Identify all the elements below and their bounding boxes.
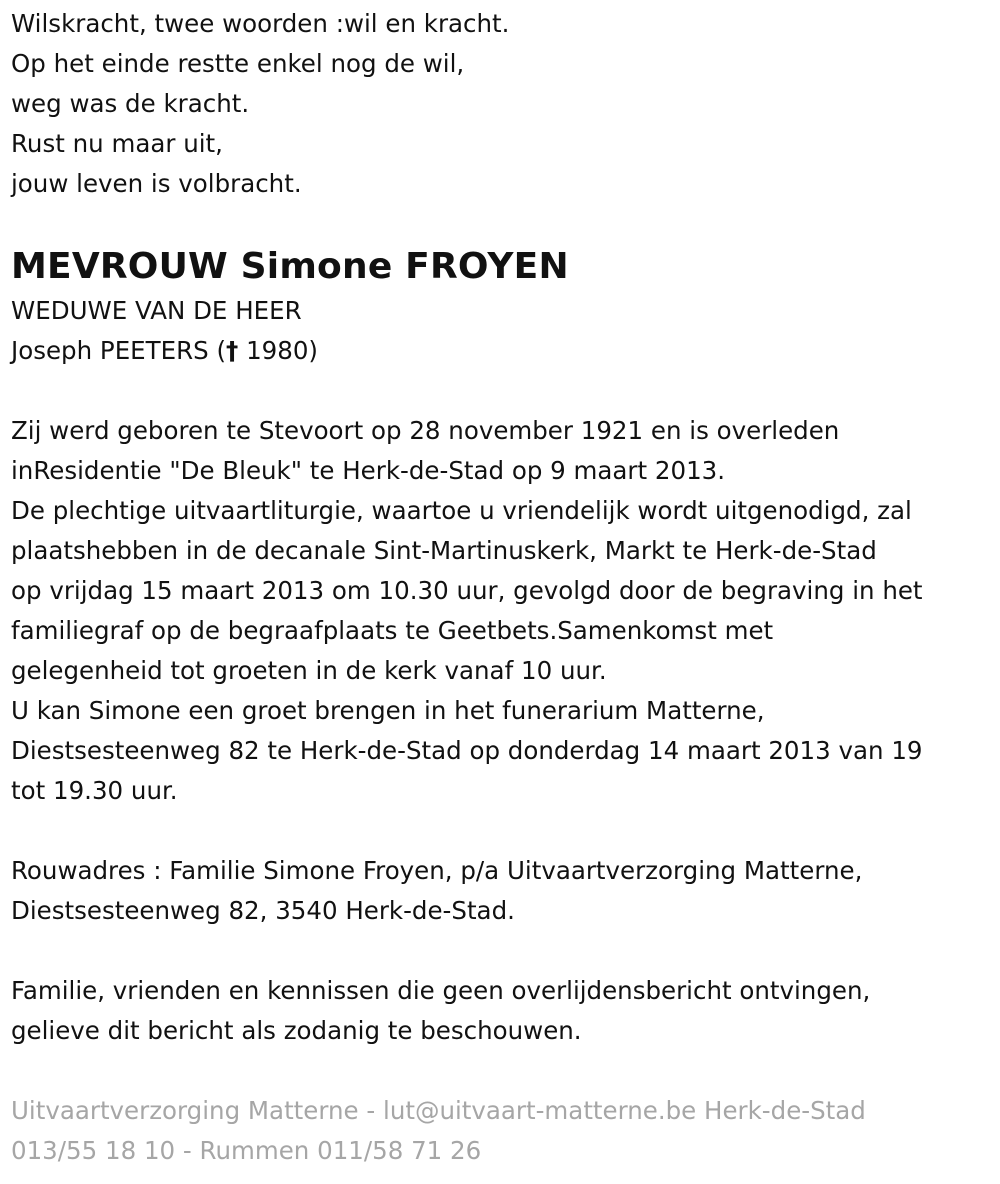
spacer — [11, 1051, 1000, 1091]
footer-line: Uitvaartverzorging Matterne - lut@uitvaart-matterne.be Herk-de-Stad — [11, 1096, 866, 1125]
address-line: Rouwadres : Familie Simone Froyen, p/a Uitvaartverzorging Matterne, — [11, 856, 863, 885]
poem-line: weg was de kracht. — [11, 89, 250, 118]
footer-line: 013/55 18 10 - Rummen 011/58 71 26 — [11, 1136, 482, 1165]
body-line: plaatshebben in de decanale Sint-Martinuskerk, Markt te Herk-de-Stad — [11, 536, 877, 565]
spouse-name: Joseph PEETERS ( — [11, 336, 227, 365]
spacer — [11, 931, 1000, 971]
address-line: Diestsesteenweg 82, 3540 Herk-de-Stad. — [11, 896, 515, 925]
notice-block — [11, 971, 1000, 1051]
spouse-block — [11, 291, 1000, 371]
body-line: familiegraf op de begraafplaats te Geetbets.Samenkomst met — [11, 616, 774, 645]
spacer — [11, 371, 1000, 411]
body-line: U kan Simone een groet brengen in het funerarium Matterne, — [11, 696, 765, 725]
spouse-title: WEDUWE VAN DE HEER — [11, 296, 302, 325]
spouse-year: 1980) — [238, 336, 318, 365]
address-block — [11, 851, 1000, 931]
body-line: Zij werd geboren te Stevoort op 28 november 1921 en is overleden — [11, 416, 840, 445]
spouse-line — [11, 331, 1000, 371]
poem-block — [11, 4, 1000, 204]
body-block — [11, 411, 1000, 811]
body-line: inResidentie "De Bleuk" te Herk-de-Stad op 9 maart 2013. — [11, 456, 726, 485]
funeral-home-footer — [11, 1091, 1000, 1171]
poem-line: Wilskracht, twee woorden :wil en kracht. — [11, 9, 510, 38]
poem-line: jouw leven is volbracht. — [11, 169, 302, 198]
body-line: Diestsesteenweg 82 te Herk-de-Stad op donderdag 14 maart 2013 van 19 — [11, 736, 923, 765]
notice-line: Familie, vrienden en kennissen die geen overlijdensbericht ontvingen, — [11, 976, 871, 1005]
body-line: op vrijdag 15 maart 2013 om 10.30 uur, gevolgd door de begraving in het — [11, 576, 923, 605]
spacer — [11, 811, 1000, 851]
body-line: De plechtige uitvaartliturgie, waartoe u vriendelijk wordt uitgenodigd, zal — [11, 496, 912, 525]
poem-line: Rust nu maar uit, — [11, 129, 223, 158]
cross-icon: † — [226, 336, 239, 365]
body-line: gelegenheid tot groeten in de kerk vanaf 10 uur. — [11, 656, 607, 685]
notice-line: gelieve dit bericht als zodanig te beschouwen. — [11, 1016, 582, 1045]
poem-line: Op het einde restte enkel nog de wil, — [11, 49, 465, 78]
body-line: tot 19.30 uur. — [11, 776, 178, 805]
deceased-name: MEVROUW Simone FROYEN — [11, 246, 569, 287]
